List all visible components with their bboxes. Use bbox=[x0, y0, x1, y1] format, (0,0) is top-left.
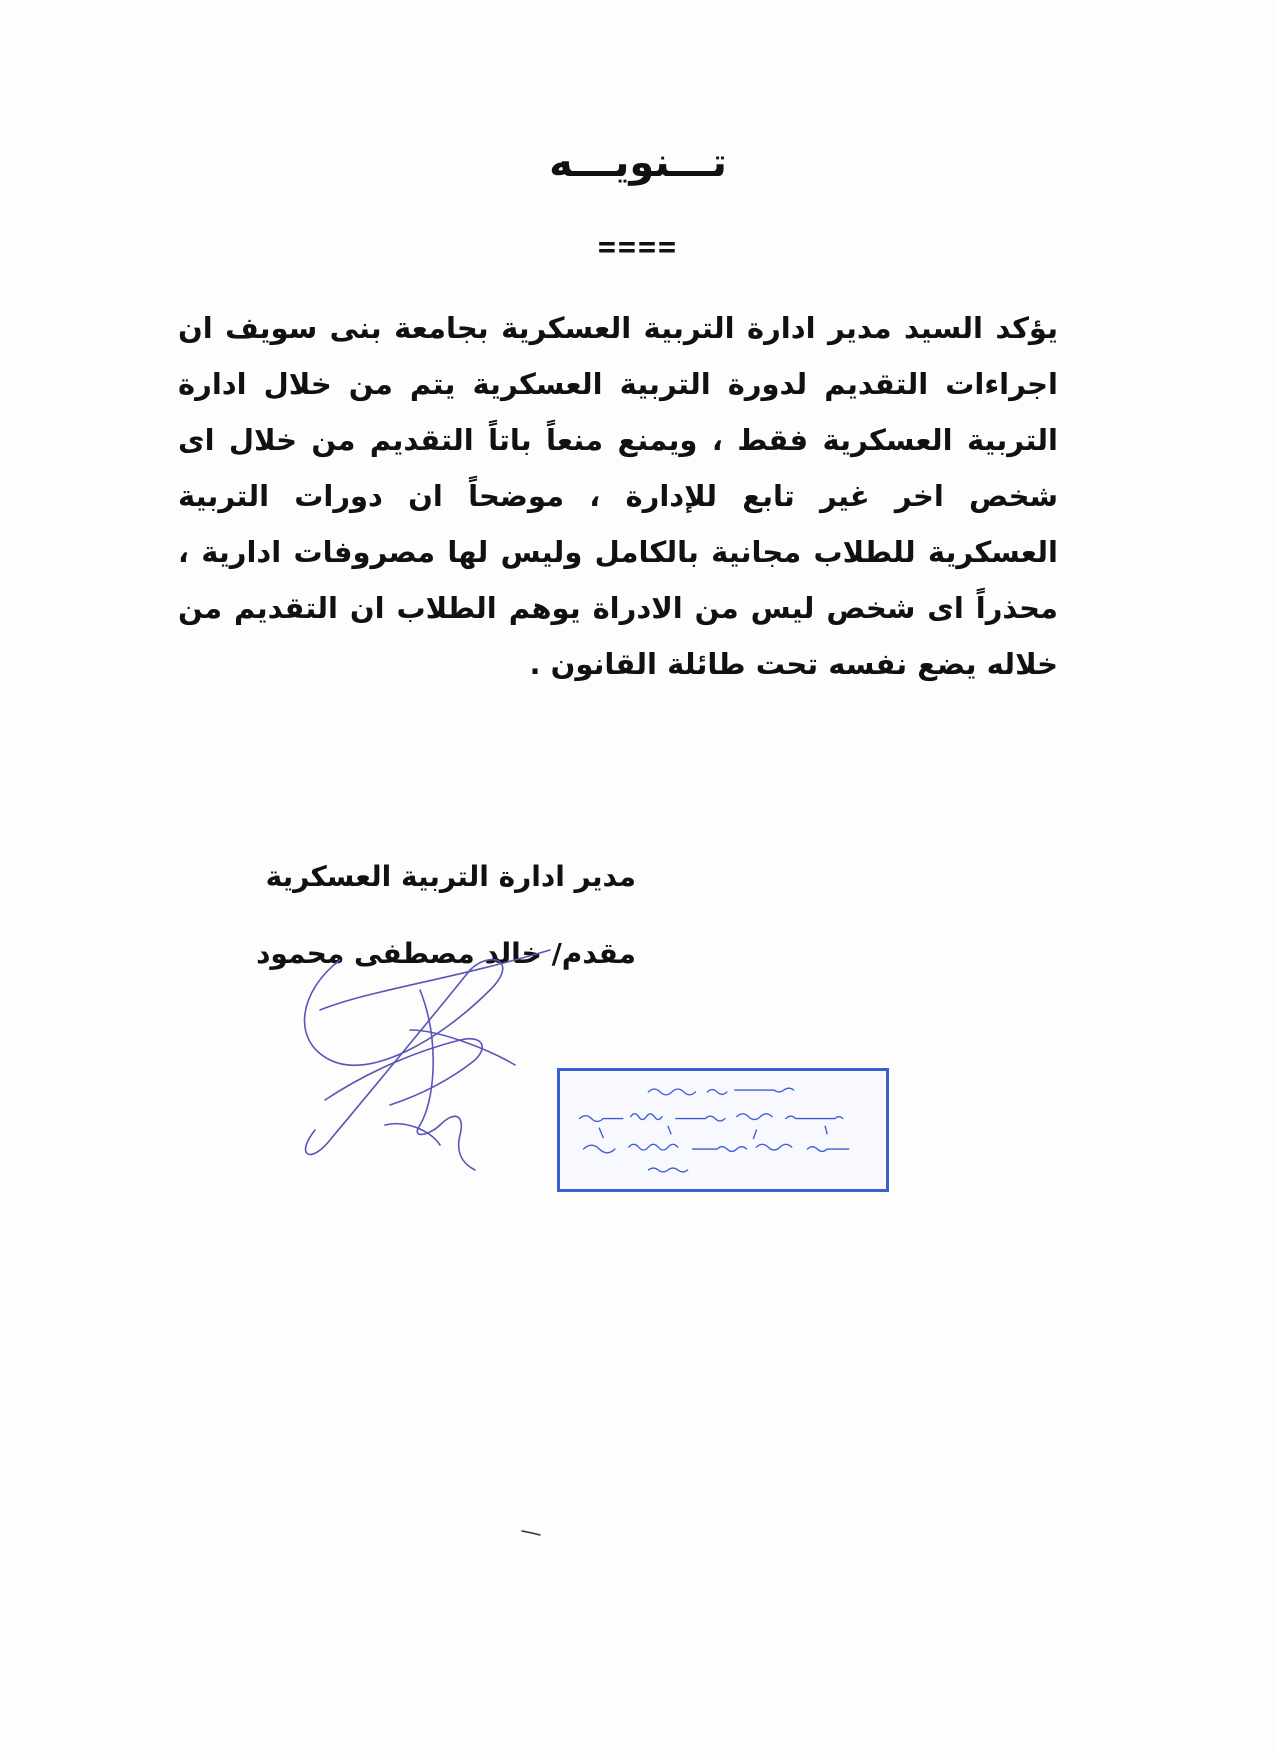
document-title: تـــنويـــه bbox=[549, 140, 727, 186]
ink-speck bbox=[520, 1527, 542, 1537]
notice-body: يؤكد السيد مدير ادارة التربية العسكرية بجامعة بنى سويف ان اجراءات التقديم لدورة التربية العسكرية يتم من خلال ادارة التربية العسكرية فقط ، ويمنع منعاً باتاً التقديم من خلال اى شخص اخر غير تابع للإدارة ، موضحاً ان دورات التربية العسكرية للطلاب مجانية بالكامل وليس لها مصروفات ادارية ، محذراً اى شخص ليس من الادراة يوهم الطلاب ان التقديم من خلاله يضع نفسه تحت طائلة القانون . bbox=[178, 311, 1058, 681]
signatory-role: مدير ادارة التربية العسكرية bbox=[265, 860, 636, 893]
title-separator: ==== bbox=[597, 230, 679, 265]
handwritten-signature bbox=[290, 930, 570, 1190]
signatory-name: مقدم/ خالد مصطفى محمود bbox=[256, 937, 636, 970]
official-stamp bbox=[557, 1068, 889, 1192]
